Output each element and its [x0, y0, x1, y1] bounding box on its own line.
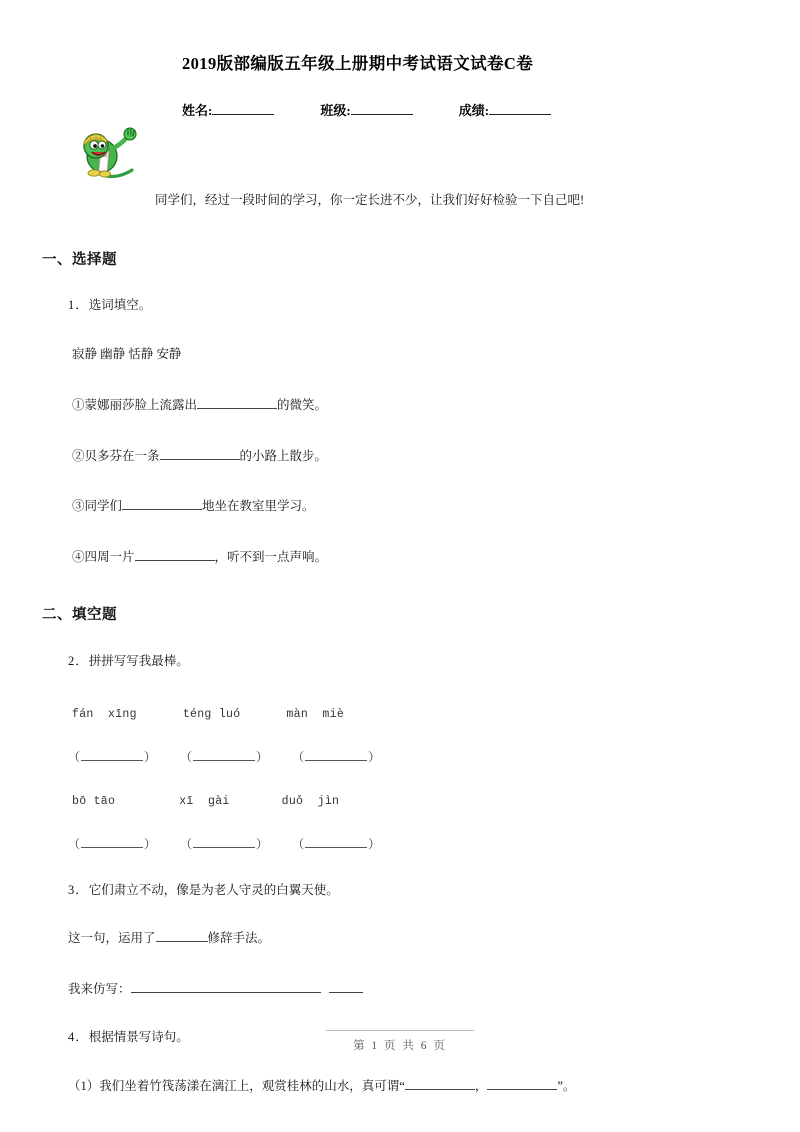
item-3-prefix: ③同学们 [72, 499, 123, 513]
item-2-suffix: 的小路上散步。 [239, 448, 328, 463]
q3-imitate-blank-short[interactable] [329, 992, 363, 993]
answer-bracket-1-1[interactable] [68, 748, 156, 765]
answer-bracket-1-3[interactable] [292, 748, 380, 765]
item-2-prefix: ②贝多芬在一条 [72, 448, 160, 463]
item-4-blank[interactable] [135, 560, 215, 561]
item-1-prefix: ①蒙娜丽莎脸上流露出 [72, 398, 198, 412]
item-3-suffix: 地坐在教室里学习。 [202, 499, 315, 513]
question-1-item-1 [72, 399, 800, 412]
section-heading-choice: 一、选择题 [42, 252, 117, 268]
answer-bracket-2-1[interactable] [68, 835, 156, 852]
question-2-answer-row-1 [68, 748, 800, 765]
question-1-prompt: 选词填空。 [88, 298, 152, 312]
item-3-blank[interactable] [122, 509, 202, 510]
question-1-word-bank: 寂静 幽静 恬静 安静 [72, 346, 182, 361]
bracket-close: ） [256, 836, 269, 851]
q3-line2-blank[interactable] [156, 941, 208, 942]
question-1-item-4 [72, 551, 800, 564]
q3-line2-prefix: 这一句，运用了 [68, 931, 156, 945]
bracket-close: ） [256, 749, 269, 764]
pinyin-1-1: fán xīng [72, 707, 137, 721]
cartoon-frog-icon [68, 124, 154, 186]
question-2-answer-row-2 [68, 835, 800, 852]
intro-text: 同学们，经过一段时间的学习，你一定长进不少，让我们好好检验一下自己吧! [155, 193, 585, 207]
score-blank[interactable] [489, 114, 551, 115]
question-1-title [68, 299, 800, 312]
q3-imitate-blank-long[interactable] [131, 992, 321, 993]
bracket-open: （ [292, 836, 305, 851]
name-label: 姓名: [182, 103, 213, 118]
question-1 [0, 299, 800, 563]
bracket-open: （ [180, 836, 193, 851]
answer-bracket-1-2[interactable] [180, 748, 268, 765]
item-4-prefix: ④四周一片 [72, 549, 135, 564]
pinyin-2-2: xī gài [179, 794, 230, 808]
item-4-suffix: ，听不到一点声响。 [214, 549, 328, 564]
q4-item1-blank-2[interactable] [487, 1089, 557, 1090]
question-4-prompt: 根据情景写诗句。 [88, 1030, 189, 1044]
name-field[interactable] [182, 100, 274, 119]
pinyin-1-2: téng luó [182, 707, 241, 721]
bracket-close: ） [144, 836, 157, 851]
bracket-close: ） [368, 749, 381, 764]
q4-item1-blank-1[interactable] [405, 1089, 475, 1090]
question-4-number: 4． [68, 1030, 89, 1044]
question-2-number: 2． [68, 654, 89, 668]
class-blank[interactable] [351, 114, 413, 115]
question-3-prompt: 它们肃立不动，像是为老人守灵的白翼天使。 [88, 882, 339, 897]
class-field[interactable] [320, 100, 412, 119]
q3-line2-suffix: 修辞手法。 [207, 931, 271, 945]
page-footer [0, 1030, 800, 1053]
q4-item1-mid: ， [474, 1078, 488, 1093]
question-2-pinyin-row-2 [72, 795, 800, 808]
answer-bracket-2-2[interactable] [180, 835, 268, 852]
q4-item1-suffix: ”。 [557, 1078, 576, 1093]
exam-body [0, 230, 800, 1092]
question-1-number: 1． [68, 298, 89, 312]
footer-divider [326, 1030, 474, 1031]
answer-bracket-2-3[interactable] [292, 835, 380, 852]
answer-blank[interactable] [193, 847, 255, 848]
question-2 [0, 655, 800, 852]
question-1-item-2 [72, 450, 800, 463]
answer-blank[interactable] [305, 847, 367, 848]
bracket-close: ） [144, 749, 157, 764]
answer-blank[interactable] [81, 847, 143, 848]
question-3-title [68, 884, 800, 897]
q4-item1-prefix: （1）我们坐着竹筏荡漾在漓江上，观赏桂林的山水，真可谓“ [68, 1078, 405, 1093]
pinyin-2-3: duǒ jìn [281, 794, 340, 808]
bracket-open: （ [292, 749, 305, 764]
name-blank[interactable] [212, 114, 274, 115]
page-title: 2019版部编版五年级上册期中考试语文试卷C卷 [182, 54, 534, 73]
score-field[interactable] [459, 100, 551, 119]
question-4-item-1 [68, 1080, 800, 1093]
question-2-pinyin-row-1 [72, 708, 800, 721]
bracket-open: （ [68, 749, 81, 764]
question-2-prompt: 拼拼写写我最棒。 [88, 654, 189, 668]
question-3 [0, 884, 800, 996]
answer-blank[interactable] [305, 760, 367, 761]
bracket-close: ） [368, 836, 381, 851]
item-1-blank[interactable] [197, 408, 277, 409]
section-heading-fill: 二、填空题 [42, 607, 117, 623]
pinyin-2-1: bō tāo [72, 794, 116, 808]
item-1-suffix: 的微笑。 [277, 398, 328, 412]
bracket-open: （ [68, 836, 81, 851]
class-label: 班级: [320, 103, 351, 118]
student-info-row [182, 100, 551, 119]
pinyin-1-3: màn miè [286, 707, 345, 721]
score-label: 成绩: [458, 103, 490, 118]
question-3-line-3 [68, 983, 800, 996]
question-2-title [68, 655, 800, 668]
q3-imitate-label: 我来仿写： [68, 981, 131, 996]
answer-blank[interactable] [193, 760, 255, 761]
question-3-line-2 [68, 932, 800, 945]
page-number: 第 1 页 共 6 页 [353, 1040, 447, 1052]
question-1-item-3 [72, 500, 800, 513]
item-2-blank[interactable] [160, 459, 240, 460]
bracket-open: （ [180, 749, 193, 764]
question-3-number: 3． [68, 882, 89, 897]
answer-blank[interactable] [81, 760, 143, 761]
